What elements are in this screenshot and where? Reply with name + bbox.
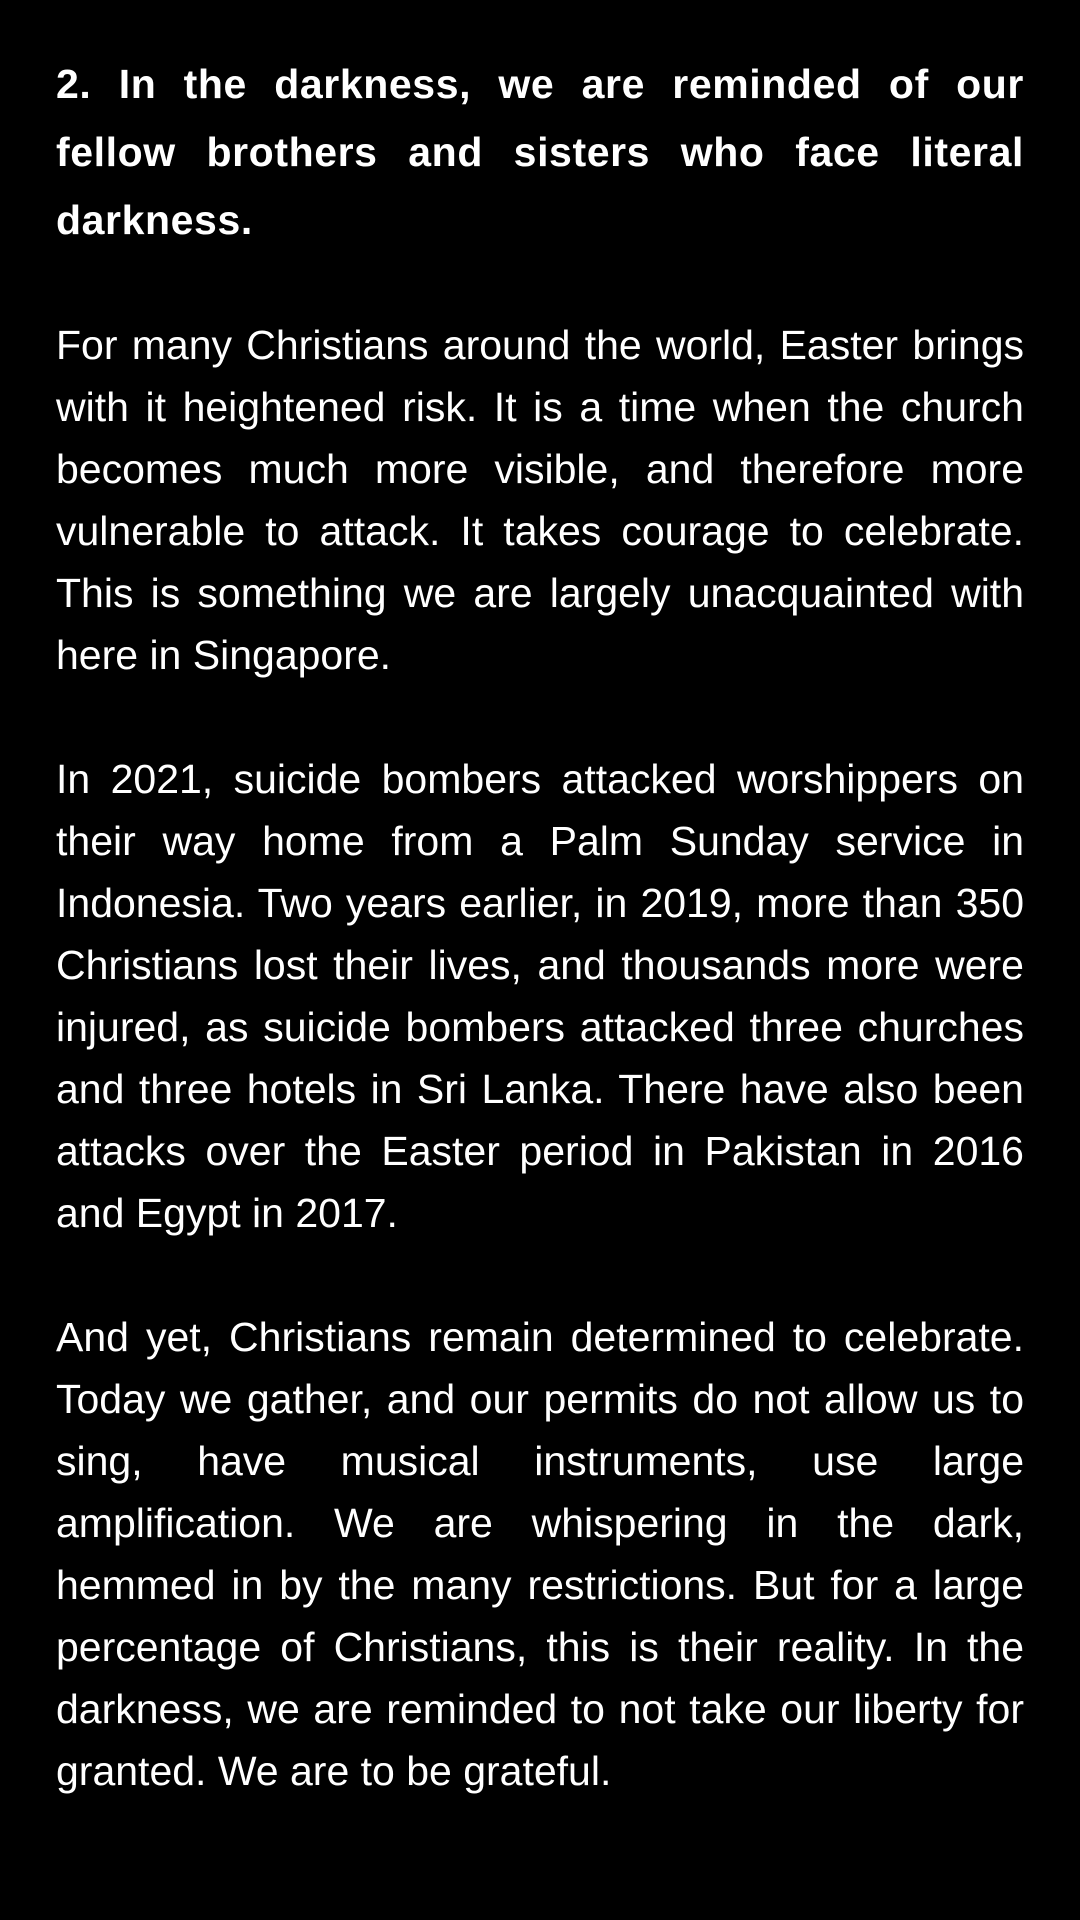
article-body (56, 50, 1024, 1802)
section-heading: 2. In the darkness, we are reminded of our fellow brothers and sisters who face literal darkness. (56, 61, 1024, 243)
paragraph-determined: And yet, Christians remain determined to celebrate. Today we gather, and our permits do not allow us to sing, have musical instruments, use large amplification. We are whispering in the dark, hemmed in by the many restrictions. But for a large percentage of Christians, this is their reality. In the darkness, we are reminded to not take our liberty for granted. We are to be grateful. (56, 1314, 1024, 1794)
paragraph-attacks: In 2021, suicide bombers attacked worshippers on their way home from a Palm Sunday service in Indonesia. Two years earlier, in 2019, more than 350 Christians lost their lives, and thousands more were injured, as suicide bombers attacked three churches and three hotels in Sri Lanka. There have also been attacks over the Easter period in Pakistan in 2016 and Egypt in 2017. (56, 756, 1024, 1236)
paragraph-easter-risk: For many Christians around the world, Easter brings with it heightened risk. It is a time when the church becomes much more visible, and therefore more vulnerable to attack. It takes courage to celebrate. This is something we are largely unacquainted with here in Singapore. (56, 322, 1024, 678)
